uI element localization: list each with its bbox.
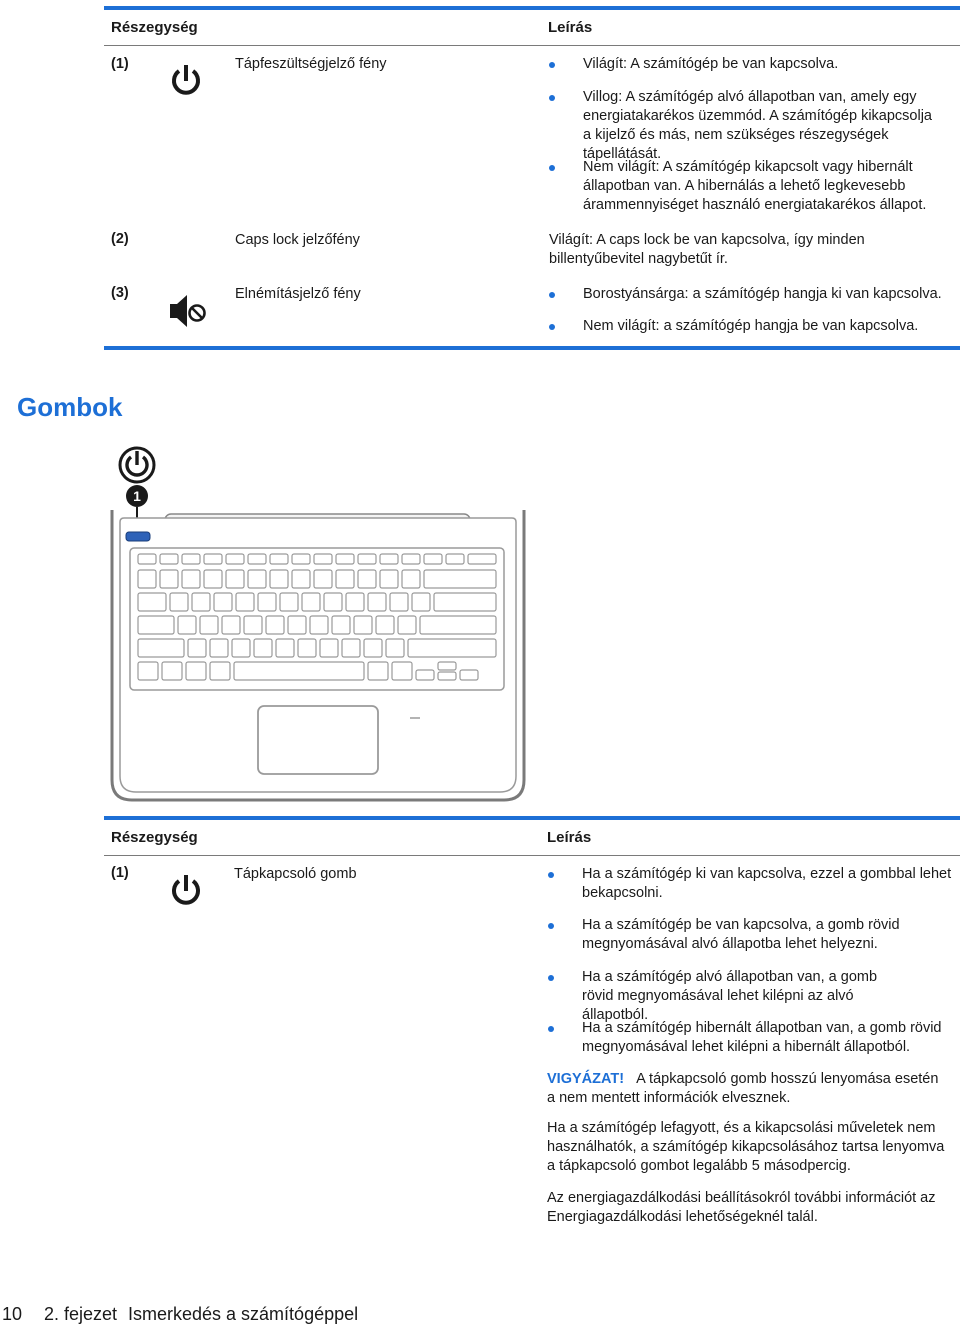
chapter-label: 2. fejezet [44, 1304, 118, 1324]
row3-bullet-1: Borostyánsárga: a számítógép hangja ki van kapcsolva. [583, 286, 942, 302]
table1-bottom-rule [104, 346, 960, 350]
row1-bullet-1: Világít: A számítógép be van kapcsolva. [583, 56, 839, 72]
row1-bullet-3: Nem világít: A számítógép kikapcsolt vagy hibernált állapotban van. A hibernálás a lehető legkevesebb árammennyiséget használó energiatakarékos állapot. [583, 159, 927, 213]
row2-component-name: Caps lock jelzőfény [235, 232, 360, 248]
chapter-title: Ismerkedés a számítógéppel [128, 1304, 359, 1324]
row3-component-name: Elnémításjelző fény [235, 286, 361, 302]
table2-bullet-2: Ha a számítógép be van kapcsolva, a gomb rövid megnyomásával alvó állapotba lehet helyezni. [582, 917, 900, 952]
table1-header-description: Leírás [548, 19, 593, 36]
table2-header-component: Részegység [111, 829, 198, 846]
power-icon [168, 62, 204, 98]
bullet [549, 165, 555, 171]
warning-text: A tápkapcsoló gomb hosszú lenyomása esetén a nem mentett információk elvesznek. [547, 1071, 939, 1106]
table2-row-number: (1) [111, 865, 129, 881]
table2-bullet-1: Ha a számítógép ki van kapcsolva, ezzel a gombbal lehet bekapcsolni. [582, 866, 952, 901]
bullet [549, 324, 555, 330]
warning-label: VIGYÁZAT! [547, 1071, 625, 1087]
mute-icon [168, 293, 208, 329]
table2-bullet-3: Ha a számítógép alvó állapotban van, a gomb rövid megnyomásával lehet kilépni az alvó állapotból. [582, 969, 878, 1023]
table1-header-component: Részegység [111, 19, 198, 36]
row1-component-name: Tápfeszültségjelző fény [235, 56, 387, 72]
note-paragraph-1: Ha a számítógép lefagyott, és a kikapcsolási műveletek nem használhatók, a számítógép kikapcsolásához tartsa lenyomva a tápkapcsoló gombot legalább 5 másodpercig. [547, 1120, 945, 1174]
table1-header-rule [104, 45, 960, 46]
page-number: 10 [2, 1304, 23, 1324]
warning-note [547, 1070, 942, 1108]
bullet [548, 923, 554, 929]
row3-bullet-2: Nem világít: a számítógép hangja be van kapcsolva. [583, 318, 919, 334]
row1-number: (1) [111, 56, 129, 72]
power-icon [168, 872, 204, 908]
row2-description: Világít: A caps lock be van kapcsolva, így minden billentyűbevitel nagybetűt ír. [549, 232, 865, 267]
bullet [549, 62, 555, 68]
section-title: Gombok [17, 392, 123, 422]
table2-header-rule [104, 855, 960, 856]
row3-number: (3) [111, 285, 129, 301]
row2-number: (2) [111, 231, 129, 247]
power-button-icon [120, 448, 154, 482]
table2-top-rule [104, 816, 960, 820]
table2-component-name: Tápkapcsoló gomb [234, 866, 357, 882]
table2-bullet-4: Ha a számítógép hibernált állapotban van, a gomb rövid megnyomásával lehet kilépni a hibernált állapotból. [582, 1020, 942, 1055]
note-paragraph-2: Az energiagazdálkodási beállításokról további információt az Energiagazdálkodási lehetőségeknél talál. [547, 1190, 936, 1225]
bullet [549, 292, 555, 298]
bullet [548, 872, 554, 878]
laptop-illustration [100, 440, 540, 810]
bullet [548, 1026, 554, 1032]
svg-text:1: 1 [133, 488, 141, 504]
table2-header-description: Leírás [547, 829, 592, 846]
bullet [549, 95, 555, 101]
row1-bullet-2: Villog: A számítógép alvó állapotban van, amely egy energiatakarékos üzemmód. A számítógép kikapcsolja a kijelző és más, nem szükséges részegységek tápellátását. [583, 89, 932, 162]
bullet [548, 975, 554, 981]
table1-top-rule [104, 6, 960, 10]
